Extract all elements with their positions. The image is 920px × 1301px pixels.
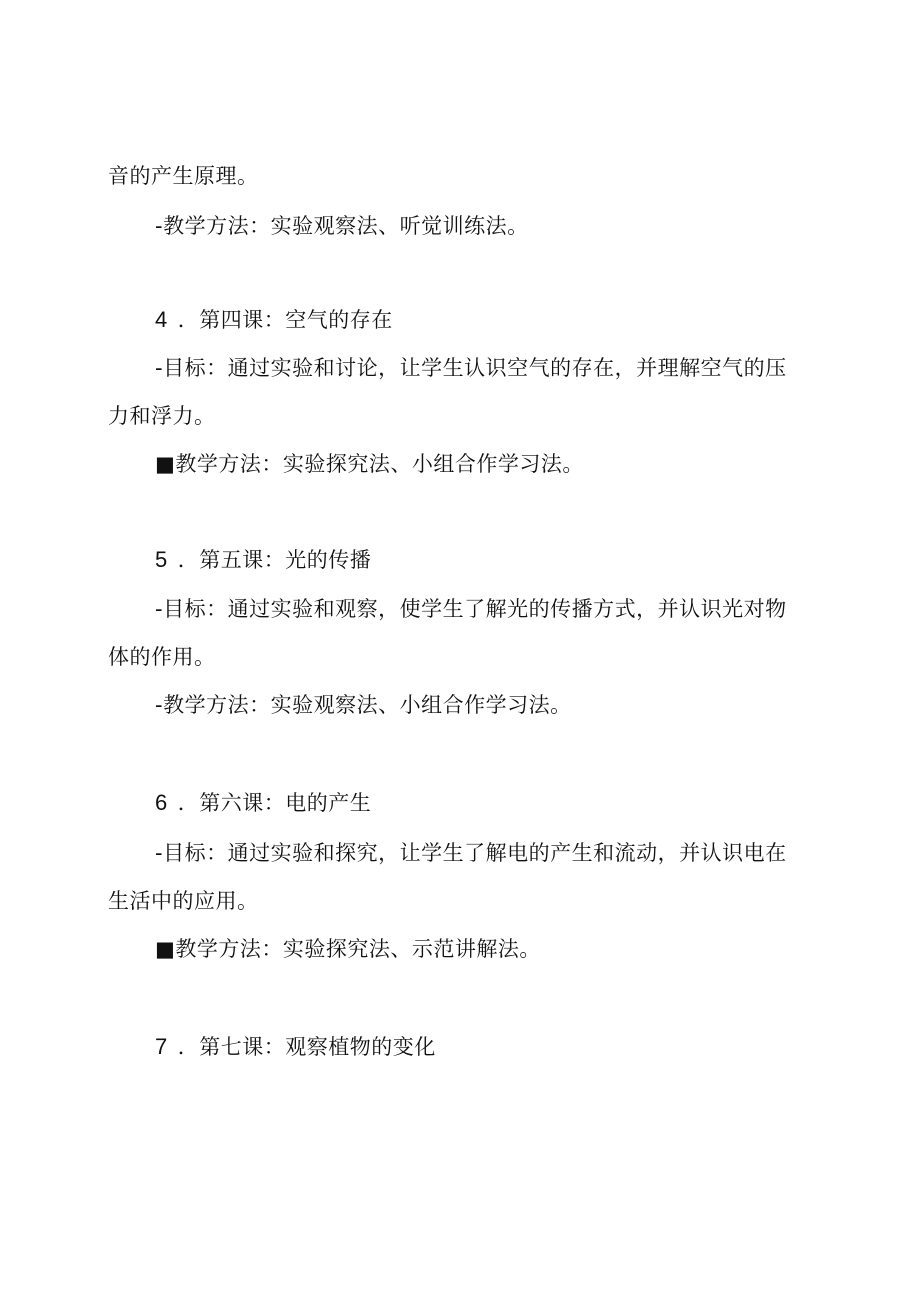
lesson3-method: -教学方法：实验观察法、听觉训练法。 bbox=[155, 214, 529, 238]
lesson4-goal-line2: 力和浮力。 bbox=[108, 404, 216, 428]
lesson6-goal-line2: 生活中的应用。 bbox=[108, 889, 259, 913]
lesson4-goal-line1: -目标：通过实验和讨论，让学生认识空气的存在，并理解空气的压 bbox=[155, 356, 787, 380]
lesson6-goal-line1: -目标：通过实验和探究，让学生了解电的产生和流动，并认识电在 bbox=[155, 841, 787, 865]
lesson5-number: 5 bbox=[155, 547, 168, 572]
continuation-text: 音的产生原理。 bbox=[108, 164, 259, 188]
lesson4-heading bbox=[155, 306, 393, 334]
lesson5-heading bbox=[155, 546, 371, 574]
lesson4-method: ■教学方法：实验探究法、小组合作学习法。 bbox=[155, 452, 584, 476]
lesson6-number: 6 bbox=[155, 790, 168, 815]
lesson7-heading bbox=[155, 1033, 436, 1061]
lesson5-title: ．第五课：光的传播 bbox=[177, 548, 372, 572]
lesson5-method: -教学方法：实验观察法、小组合作学习法。 bbox=[155, 693, 572, 717]
lesson4-number: 4 bbox=[155, 307, 168, 332]
lesson7-number: 7 bbox=[155, 1034, 168, 1059]
lesson7-title: ．第七课：观察植物的变化 bbox=[177, 1035, 436, 1059]
lesson4-title: ．第四课：空气的存在 bbox=[177, 308, 393, 332]
lesson6-title: ．第六课：电的产生 bbox=[177, 791, 372, 815]
lesson5-goal-line2: 体的作用。 bbox=[108, 645, 216, 669]
lesson5-goal-line1: -目标：通过实验和观察，使学生了解光的传播方式，并认识光对物 bbox=[155, 597, 787, 621]
lesson6-method: ■教学方法：实验探究法、示范讲解法。 bbox=[155, 937, 541, 961]
lesson6-heading bbox=[155, 789, 371, 817]
